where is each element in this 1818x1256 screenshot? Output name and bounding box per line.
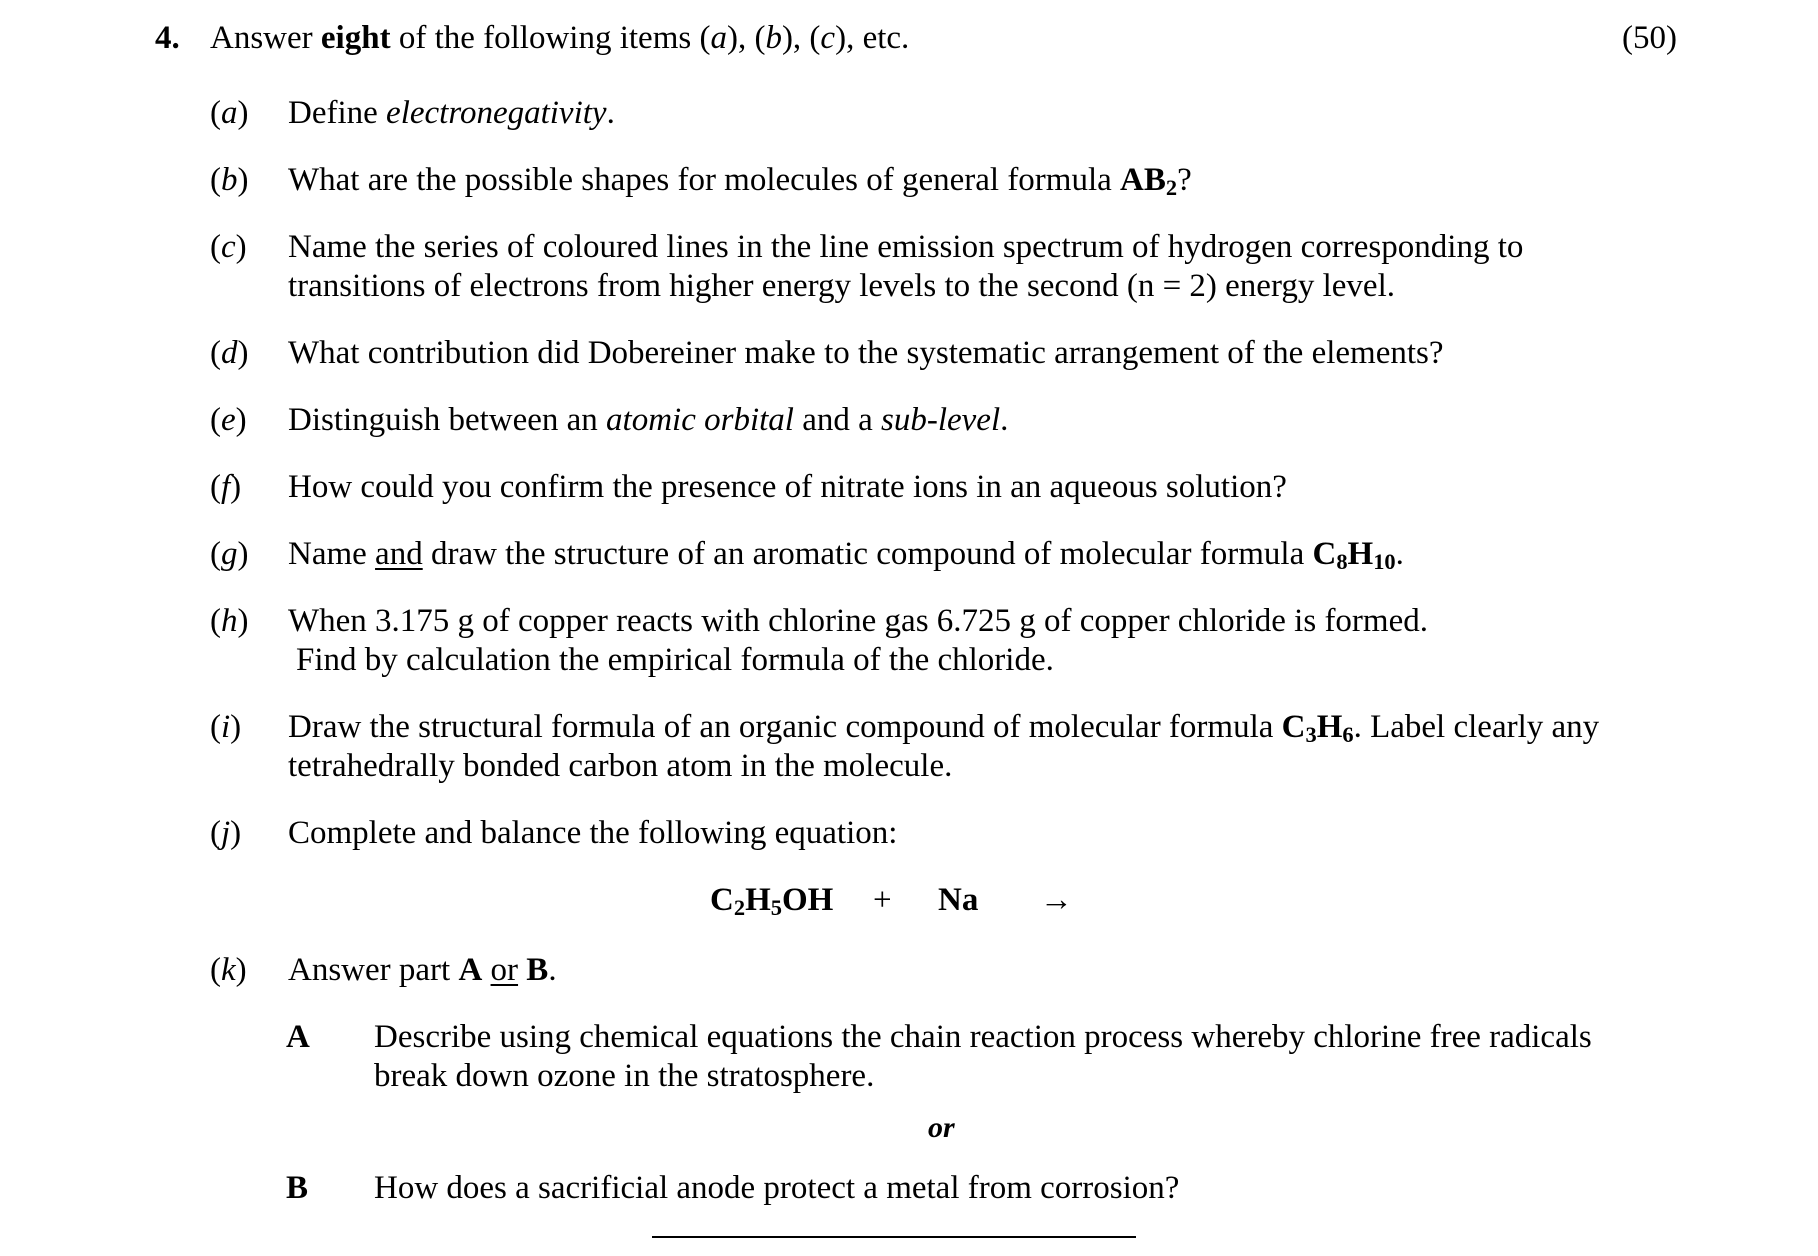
equation-arrow-icon: → bbox=[1040, 882, 1073, 918]
part-a-line1: Describe using chemical equations the chain reaction process whereby chlorine free radicals bbox=[374, 1019, 1592, 1055]
item-h-line2: Find by calculation the empirical formula of the chloride. bbox=[296, 642, 1054, 678]
item-a-text: Define electronegativity. bbox=[288, 95, 615, 131]
end-of-question-rule bbox=[652, 1236, 1136, 1238]
item-label-d: (d) bbox=[210, 335, 249, 371]
part-a-label: A bbox=[286, 1019, 310, 1055]
item-d-text: What contribution did Dobereiner make to the systematic arrangement of the elements? bbox=[288, 335, 1444, 371]
part-b-label: B bbox=[286, 1170, 309, 1206]
question-instruction: Answer eight of the following items (a), (b), (c), etc. bbox=[210, 20, 910, 56]
formula-ab2: $AB_2$ bbox=[1120, 162, 1178, 200]
item-b-text: What are the possible shapes for molecules of general formula $AB_2$? bbox=[288, 162, 1192, 200]
item-i-line1: Draw the structural formula of an organic compound of molecular formula $C_3H_6$. Label clearly any bbox=[288, 709, 1600, 747]
question-number: 4. bbox=[155, 20, 180, 56]
item-label-k: (k) bbox=[210, 952, 247, 988]
item-label-a: (a) bbox=[210, 95, 249, 131]
item-c-line2: transitions of electrons from higher energy levels to the second (n = 2) energy level. bbox=[288, 268, 1395, 304]
equation-reactant-sodium: Na bbox=[938, 882, 979, 918]
marks-badge: (50) bbox=[1622, 20, 1677, 56]
item-k-text: Answer part A or B. bbox=[288, 952, 557, 988]
formula-c8h10: $C_8H_{10}$ bbox=[1312, 536, 1396, 574]
item-j-text: Complete and balance the following equation: bbox=[288, 815, 898, 851]
item-e-text: Distinguish between an atomic orbital and a sub-level. bbox=[288, 402, 1009, 438]
equation-reactant-ethanol: $C_2H_5OH$ bbox=[710, 882, 834, 920]
item-label-i: (i) bbox=[210, 709, 242, 745]
formula-c3h6: $C_3H_6$ bbox=[1281, 709, 1354, 747]
item-label-c: (c) bbox=[210, 229, 247, 265]
part-a-line2: break down ozone in the stratosphere. bbox=[374, 1058, 875, 1094]
item-label-g: (g) bbox=[210, 536, 249, 572]
item-label-j: (j) bbox=[210, 815, 242, 851]
item-g-text: Name and draw the structure of an aromatic compound of molecular formula $C_8H_{10}$. bbox=[288, 536, 1404, 574]
item-label-e: (e) bbox=[210, 402, 247, 438]
item-label-h: (h) bbox=[210, 603, 249, 639]
item-c-line1: Name the series of coloured lines in the line emission spectrum of hydrogen corresponding to bbox=[288, 229, 1524, 265]
item-i-line2: tetrahedrally bonded carbon atom in the molecule. bbox=[288, 748, 953, 784]
item-label-f: (f) bbox=[210, 469, 242, 505]
or-divider: or bbox=[928, 1111, 955, 1144]
equation-plus: + bbox=[873, 882, 892, 918]
part-b-text: How does a sacrificial anode protect a metal from corrosion? bbox=[374, 1170, 1180, 1206]
item-h-line1: When 3.175 g of copper reacts with chlorine gas 6.725 g of copper chloride is formed. bbox=[288, 603, 1428, 639]
item-f-text: How could you confirm the presence of nitrate ions in an aqueous solution? bbox=[288, 469, 1287, 505]
item-label-b: (b) bbox=[210, 162, 249, 198]
